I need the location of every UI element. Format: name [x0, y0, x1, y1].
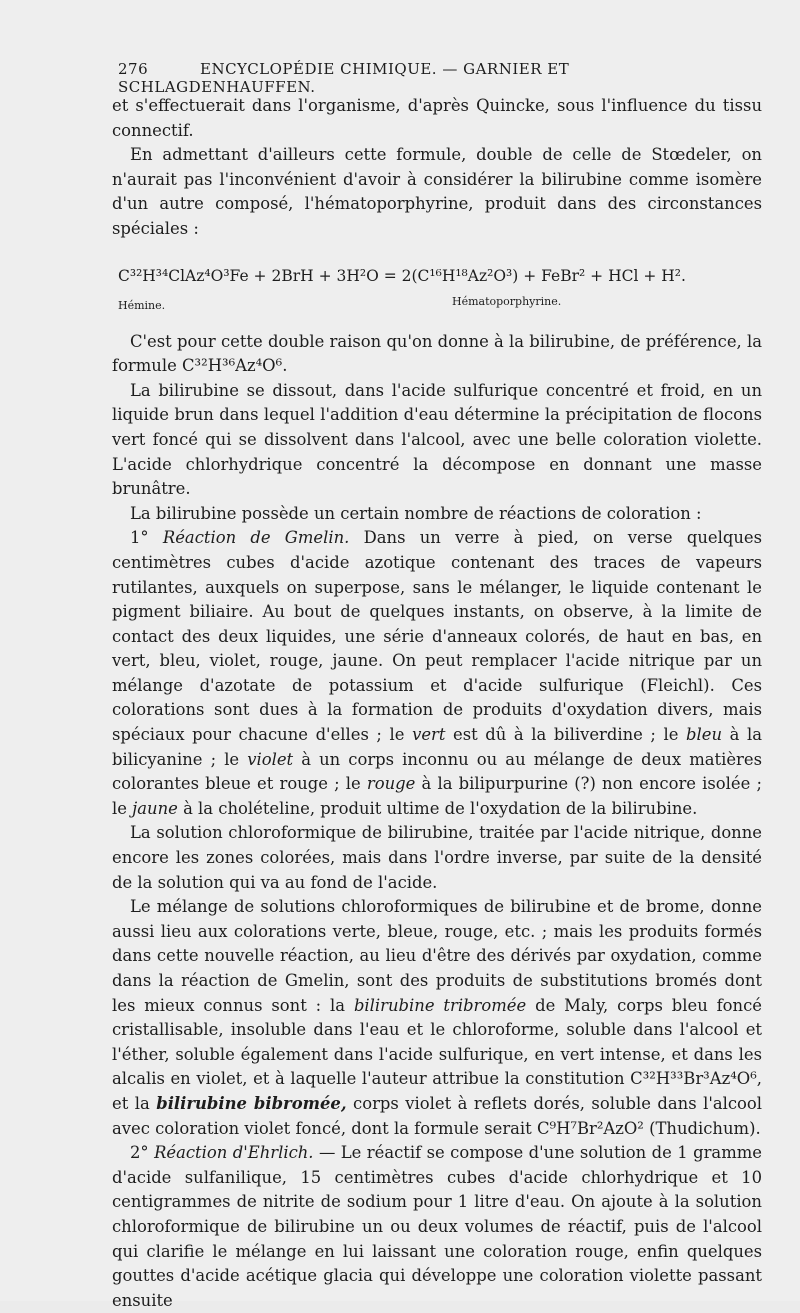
running-title: ENCYCLOPÉDIE CHIMIQUE. — GARNIER ET SCHLAGDENHAUFFEN.: [118, 60, 570, 96]
gmelin-text-a: Dans un verre à pied, on verse quelques centimètres cubes d'acide azotique contenant des traces de vapeurs rutilantes, auxquels on superpose, sans le mélanger, le liquide contenant le pigment biliaire. Au bout de quelques instants, on observe, à la limite de contact des deux liquides, une série d'anneaux colorés, de haut en bas, en vert, bleu, violet, rouge, jaune. On peut remplacer l'acide nitrique par un mélange d'azotate de potassium et d'acide sulfurique (Fleichl). Ces colorations sont dues à la formation de produits d'oxydation divers, mais spéciaux pour chacune d'elles ; le: [112, 528, 762, 745]
term-vert: vert: [412, 725, 446, 745]
paragraph-4: La bilirubine se dissout, dans l'acide sulfurique concentré et froid, en un liquide brun dans lequel l'addition d'eau détermine la précipitation de flocons vert foncé qui se dissolvent dans l'alcool, avec une belle coloration violette. L'acide chlorhydrique concentré la décompose en donnant une masse brunâtre.: [112, 380, 762, 499]
paragraph-1: et s'effectuerait dans l'organisme, d'après Quincke, sous l'influence du tissu connectif.: [112, 96, 762, 140]
item-number-2: 2°: [130, 1143, 149, 1163]
page-body: [112, 94, 762, 1313]
gmelin-text-c: à la bilicyanine ; le: [112, 725, 762, 769]
ehrlich-text: — Le réactif se compose d'une solution de 1 gramme d'acide sulfanilique, 15 centimètres cubes d'acide chlorhydrique et 10 centigrammes de nitrite de sodium pour 1 litre d'eau. On ajoute à la solution chloroformique de bilirubine un ou deux volumes de réactif, puis de l'alcool qui clarifie le mélange en lui laissant une coloration rouge, enfin quelques gouttes d'acide acétique glacia qui développe une coloration violette passant ensuite: [112, 1143, 762, 1310]
term-bleu: bleu: [686, 725, 723, 745]
equation-text: C³²H³⁴ClAz⁴O³Fe + 2BrH + 3H²O = 2(C¹⁶H¹⁸Az²O³) + FeBr² + HCl + H².: [118, 266, 686, 285]
label-hematoporphyrine: Hématoporphyrine.: [452, 294, 562, 308]
gmelin-text-d: à un corps inconnu ou au mélange de deux matières colorantes bleue et rouge ; le: [112, 749, 762, 794]
term-rouge: rouge: [366, 774, 416, 794]
paragraph-ehrlich: [112, 1141, 762, 1313]
paragraph-brome: [112, 895, 762, 1141]
gmelin-text-f: à la cholételine, produit ultime de l'oxydation de la bilirubine.: [183, 798, 698, 818]
hemine-equation: [112, 250, 762, 330]
paragraph-2: En admettant d'ailleurs cette formule, double de celle de Stœdeler, on n'aurait pas l'inconvénient d'avoir à considérer la bilirubine comme isomère d'un autre composé, l'hématoporphyrine, produit dans des circonstances spéciales :: [112, 145, 762, 238]
gmelin-text-e: à la bilipurpurine (?) non encore isolée ; le: [112, 774, 762, 818]
paragraph-gmelin: [112, 526, 762, 821]
paragraph-3: C'est pour cette double raison qu'on donne à la bilirubine, de préférence, la formule C³²H³⁶Az⁴O⁶.: [112, 331, 762, 376]
item-number-1: 1°: [130, 528, 149, 548]
brome-text-a: Le mélange de solutions chloroformiques de bilirubine et de brome, donne aussi lieu aux colorations verte, bleue, rouge, etc. ; mais les produits formés dans cette nouvelle réaction, au lieu d'être des dérivés par oxydation, comme dans la réaction de Gmelin, sont des produits de substitutions bromés dont les mieux connus sont : la: [112, 897, 762, 1015]
page-number: 276: [118, 60, 149, 78]
brome-text-b: de Maly, corps bleu foncé cristallisable, insoluble dans l'eau et le chloroforme, soluble dans l'alcool et l'éther, soluble également dans l'acide sulfurique, en vert intense, et dans les alcalis en violet, et à laquelle l'auteur attribue la constitution C³²H³³Br³Az⁴O⁶, et la: [112, 995, 762, 1113]
term-violet: violet: [247, 749, 294, 769]
term-bibromee: bilirubine bibromée,: [156, 1093, 347, 1113]
term-tribromee: bilirubine tribromée: [353, 995, 527, 1015]
ehrlich-title: Réaction d'Ehrlich.: [154, 1143, 314, 1163]
gmelin-title: Réaction de Gmelin.: [162, 528, 350, 548]
paragraph-7: La solution chloroformique de bilirubine, traitée par l'acide nitrique, donne encore les zones colorées, mais dans l'ordre inverse, par suite de la densité de la solution qui va au fond de l'acide.: [112, 823, 762, 892]
gmelin-text-b: est dû à la biliverdine ; le: [453, 725, 679, 745]
label-hemine: Hémine.: [118, 298, 166, 312]
paragraph-5: La bilirubine possède un certain nombre de réactions de coloration :: [130, 503, 702, 523]
term-jaune: jaune: [132, 798, 178, 818]
brome-text-c: corps violet à reflets dorés, soluble dans l'alcool avec coloration violet foncé, dont la formule serait C⁹H⁷Br²AzO² (Thudichum).: [112, 1093, 763, 1138]
running-header: [118, 60, 768, 96]
